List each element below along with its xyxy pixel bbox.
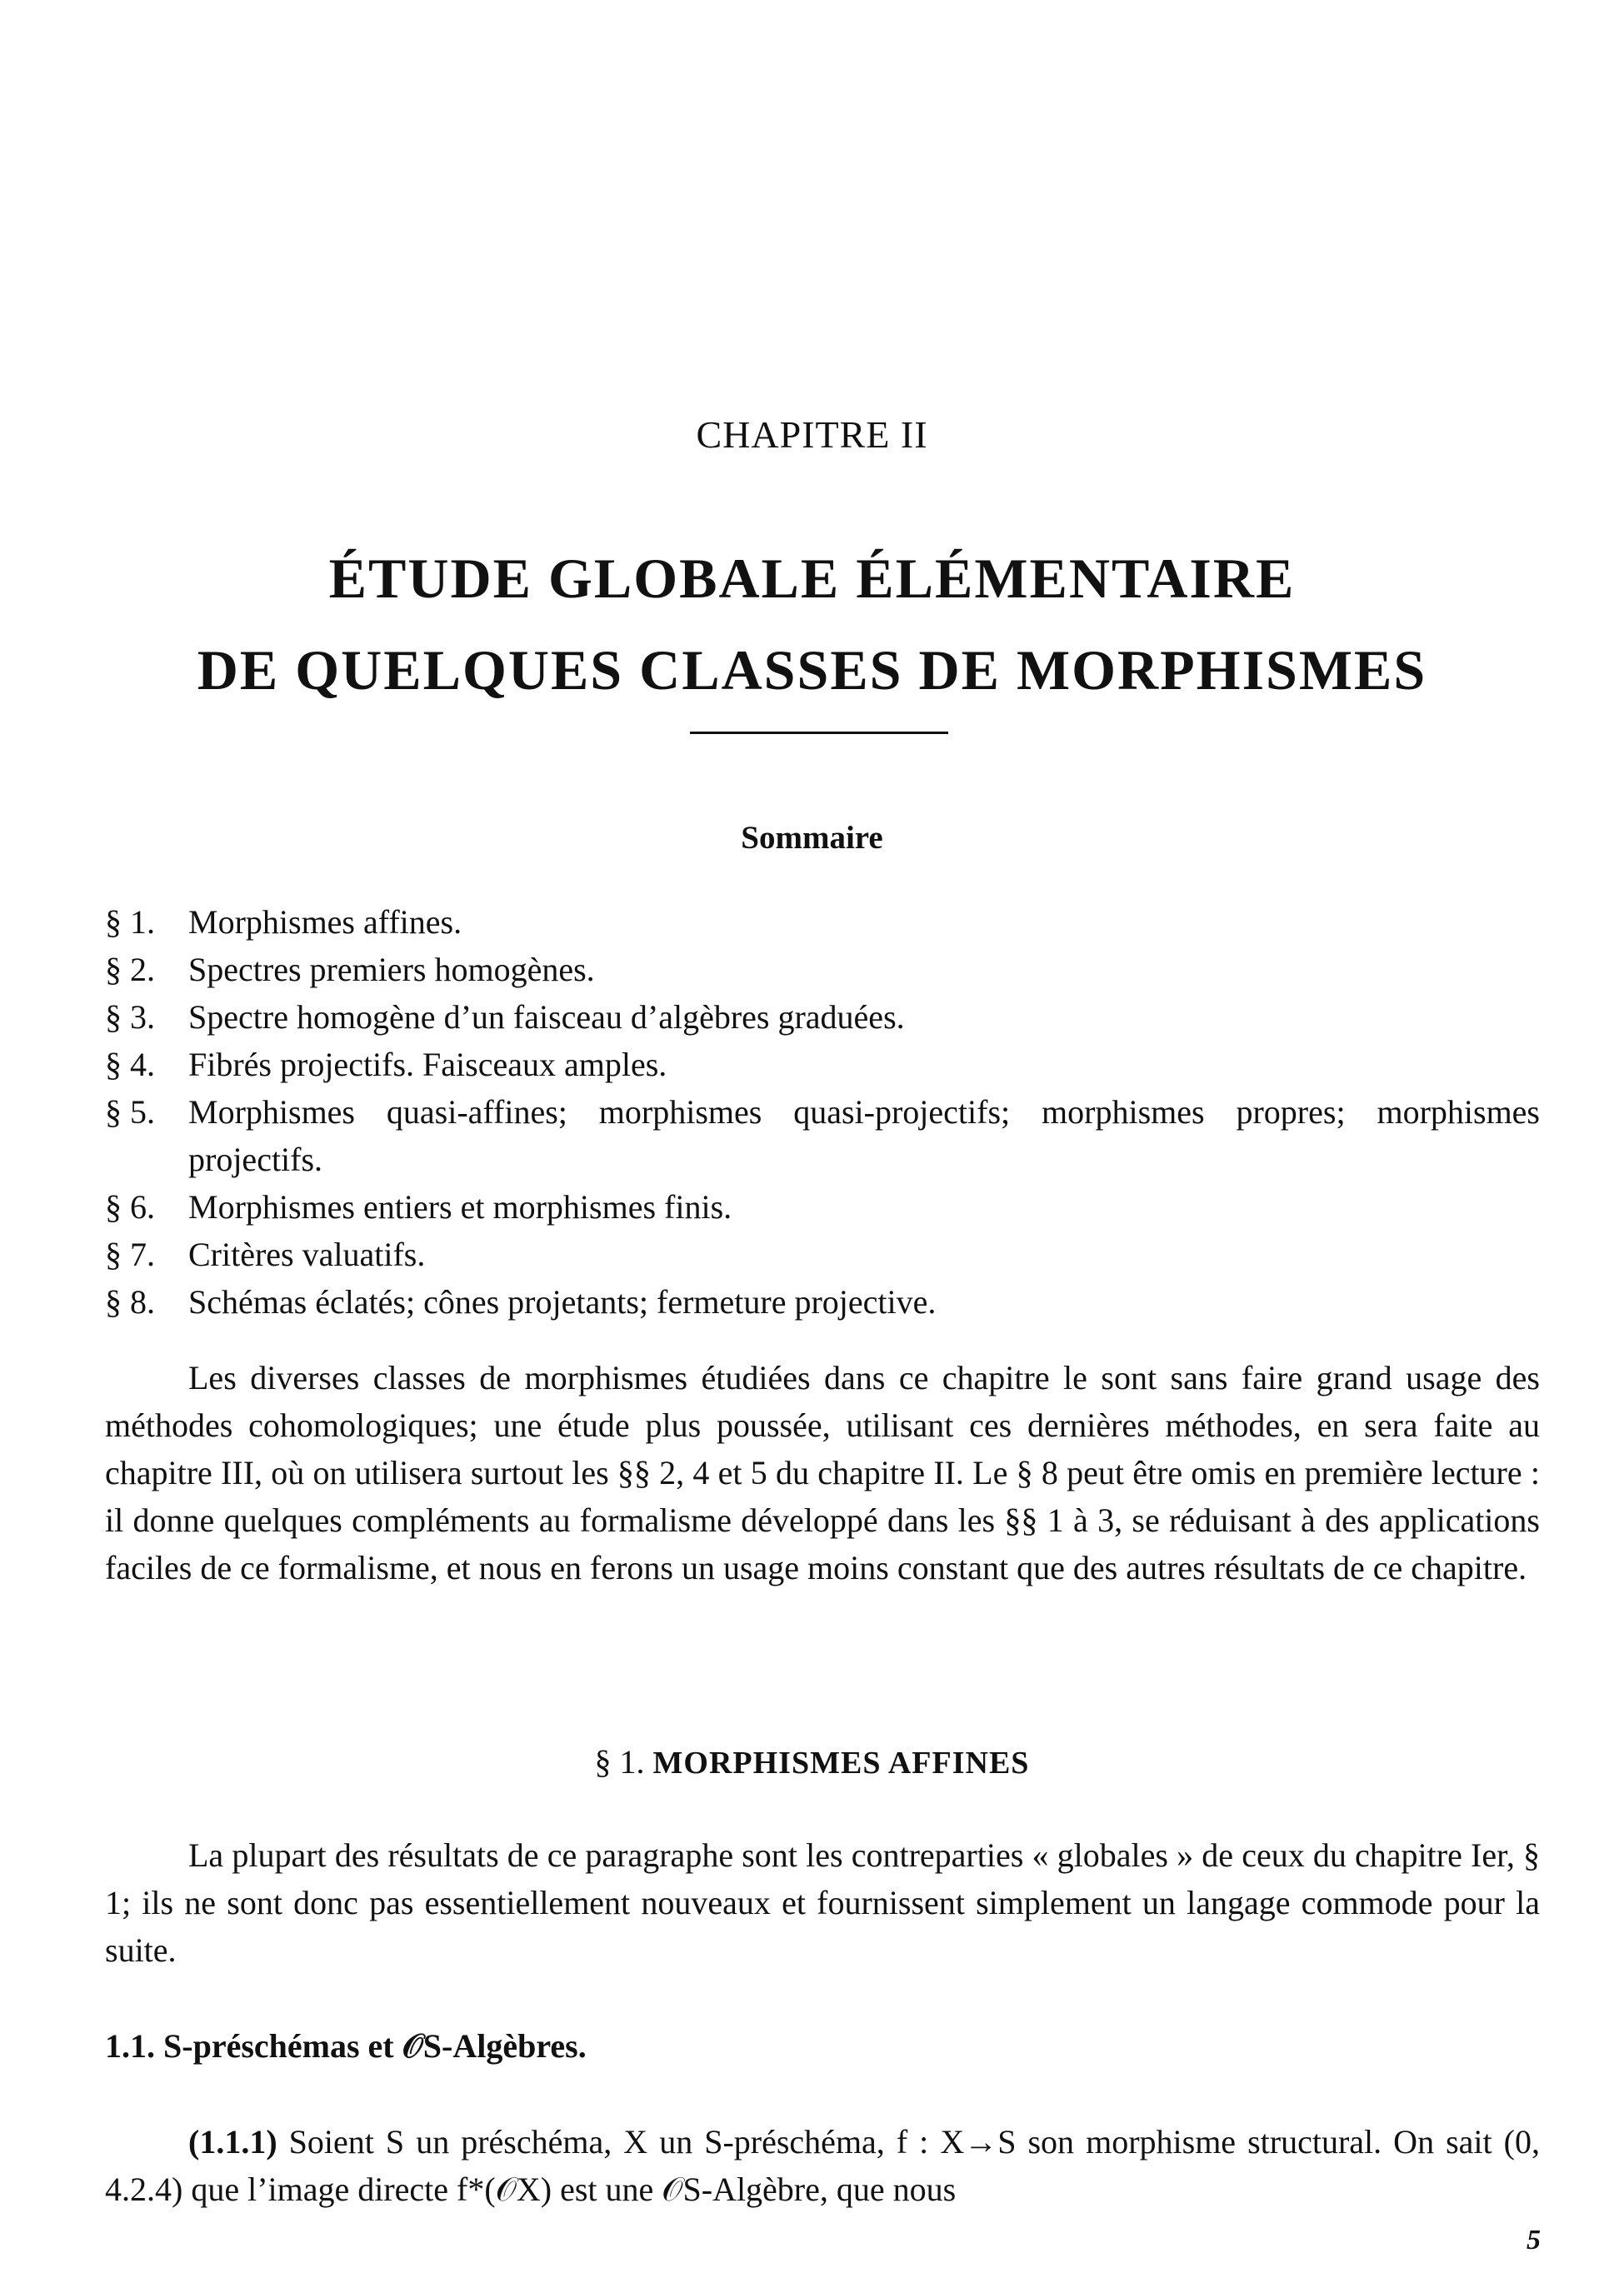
summary-item — [105, 1041, 1540, 1088]
intro-paragraph: Les diverses classes de morphismes étudiées dans ce chapitre le sont sans faire grand usage des méthodes cohomologiques; une étude plus poussée, utilisant ces dernières méthodes, en sera faite au chapitre III, où on utilisera surtout les §§ 2, 4 et 5 du chapitre II. Le § 8 peut être omis en première lecture : il donne quelques compléments au formalisme développé dans les §§ 1 à 3, se réduisant à des applications faciles de ce formalisme, et nous en ferons un usage moins constant que des autres résultats de ce chapitre. — [105, 1359, 1540, 1586]
page-number: 5 — [1527, 2225, 1541, 2256]
chapter-title-line-1: ÉTUDE GLOBALE ÉLÉMENTAIRE — [328, 547, 1296, 610]
definition-label: (1.1.1) — [188, 2123, 277, 2161]
section-title: MORPHISMES AFFINES — [652, 1746, 1030, 1781]
summary-item — [105, 946, 1540, 993]
summary-item-text: Critères valuatifs. — [188, 1236, 426, 1273]
summary-item-number: § 4. — [105, 1046, 155, 1083]
summary-item-number: § 5. — [105, 1093, 155, 1131]
summary-item-text: Spectre homogène d’un faisceau d’algèbres graduées. — [188, 998, 905, 1036]
summary-item-number: § 2. — [105, 951, 155, 988]
summary-item — [105, 1088, 1540, 1183]
section-heading — [0, 1742, 1624, 1781]
summary-item — [105, 1278, 1540, 1326]
summary-item-text: Schémas éclatés; cônes projetants; fermeture projective. — [188, 1283, 937, 1321]
summary-item — [105, 993, 1540, 1041]
section-number: § 1. — [594, 1743, 645, 1781]
definition-text: Soient S un préschéma, X un S-préschéma, f : X→S son morphisme structural. On sait (0, 4.2.4) que l’image directe f*(𝒪X) est une 𝒪S-Algèbre, que nous — [105, 2123, 1540, 2208]
summary-item-text: Morphismes entiers et morphismes finis. — [188, 1188, 732, 1226]
summary-item-text: Spectres premiers homogènes. — [188, 951, 595, 988]
summary-item-text: Morphismes quasi-affines; morphismes quasi-projectifs; morphismes propres; morphismes projectifs. — [188, 1093, 1540, 1178]
summary-item — [105, 898, 1540, 946]
summary-item-number: § 8. — [105, 1283, 155, 1321]
summary-item-number: § 3. — [105, 998, 155, 1036]
chapter-label: CHAPITRE II — [696, 413, 928, 456]
subsection-title: 1.1. S-préschémas et 𝒪S-Algèbres. — [105, 2027, 587, 2065]
summary-item-number: § 7. — [105, 1236, 155, 1273]
summary-heading: Sommaire — [741, 820, 883, 856]
summary-item-text: Morphismes affines. — [188, 903, 462, 941]
summary-item-number: § 6. — [105, 1188, 155, 1226]
summary-item-text: Fibrés projectifs. Faisceaux amples. — [188, 1046, 667, 1083]
summary-item — [105, 1231, 1540, 1278]
summary-item-number: § 1. — [105, 903, 155, 941]
summary-list — [105, 898, 1540, 1326]
summary-item — [105, 1183, 1540, 1231]
chapter-title-line-2: DE QUELQUES CLASSES DE MORPHISMES — [197, 638, 1427, 702]
section-intro-paragraph: La plupart des résultats de ce paragraphe sont les contreparties « globales » de ceux du chapitre Ier, § 1; ils ne sont donc pas essentiellement nouveaux et fournissent simplement un langage commode pour la suite. — [105, 1836, 1540, 1969]
title-rule — [690, 732, 948, 734]
definition-paragraph — [105, 2118, 1540, 2213]
